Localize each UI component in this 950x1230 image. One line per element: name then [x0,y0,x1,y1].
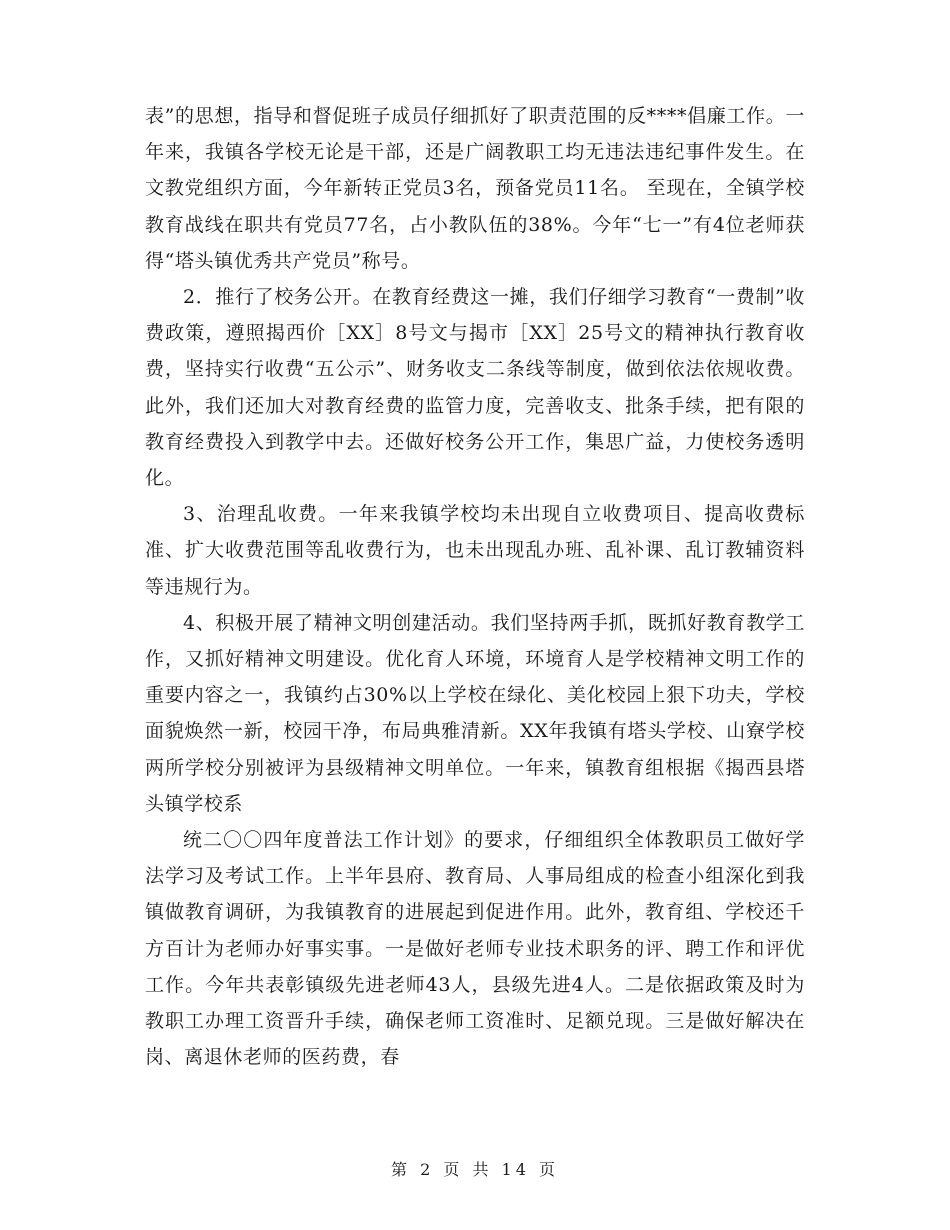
document-body [145,98,805,1075]
paragraph-law-education: 统二〇〇四年度普法工作计划》的要求，仔细组织全体教职员工做好学法学习及考试工作。上半年县府、教育局、人事局组成的检查小组深化到我镇做教育调研，为我镇教育的进展起到促进作用。此外，教育组、学校还千方百计为老师办好事实事。一是做好老师专业技术职务的评、聘工作和评优工作。今年共表彰镇级先进老师43人，县级先进4人。二是依据政策及时为教职工办理工资晋升手续，确保老师工资准时、足额兑现。三是做好解决在岗、离退休老师的医药费，春 [145,829,805,1069]
paragraph-civilization: 4、积极开展了精神文明创建活动。我们坚持两手抓，既抓好教育教学工作，又抓好精神文明建设。优化育人环境，环境育人是学校精神文明工作的重要内容之一，我镇约占30%以上学校在绿化、美化校园上狠下功夫，学校面貌焕然一新，校园干净，布局典雅清新。XX年我镇有塔头学校、山寮学校两所学校分别被评为县级精神文明单位。一年来，镇教育组根据《揭西县塔头镇学校系 [145,611,805,815]
page-number-footer: 第 2 页 共 14 页 [391,1160,559,1179]
paragraph-fee-governance: 3、治理乱收费。一年来我镇学校均未出现自立收费项目、提高收费标准、扩大收费范围等乱收费行为，也未出现乱办班、乱补课、乱订教辅资料等违规行为。 [145,503,805,598]
paragraph-school-affairs: 2．推行了校务公开。在教育经费这一摊，我们仔细学习教育“一费制”收费政策，遵照揭西价［XX］8号文与揭市［XX］25号文的精神执行教育收费，坚持实行收费“五公示”、财务收支二条线等制度，做到依法依规收费。此外，我们还加大对教育经费的监管力度，完善收支、批条手续，把有限的教育经费投入到教学中去。还做好校务公开工作，集思广益，力使校务透明化。 [145,286,805,490]
paragraph-continuation: 表”的思想，指导和督促班子成员仔细抓好了职责范围的反****倡廉工作。一年来，我镇各学校无论是干部，还是广阔教职工均无违法违纪事件发生。在文教党组织方面，今年新转正党员3名，预备党员11名。 至现在，全镇学校教育战线在职共有党员77名，占小教队伍的38%。今年“七一”有4位老师获得“塔头镇优秀共产党员”称号。 [145,105,805,272]
